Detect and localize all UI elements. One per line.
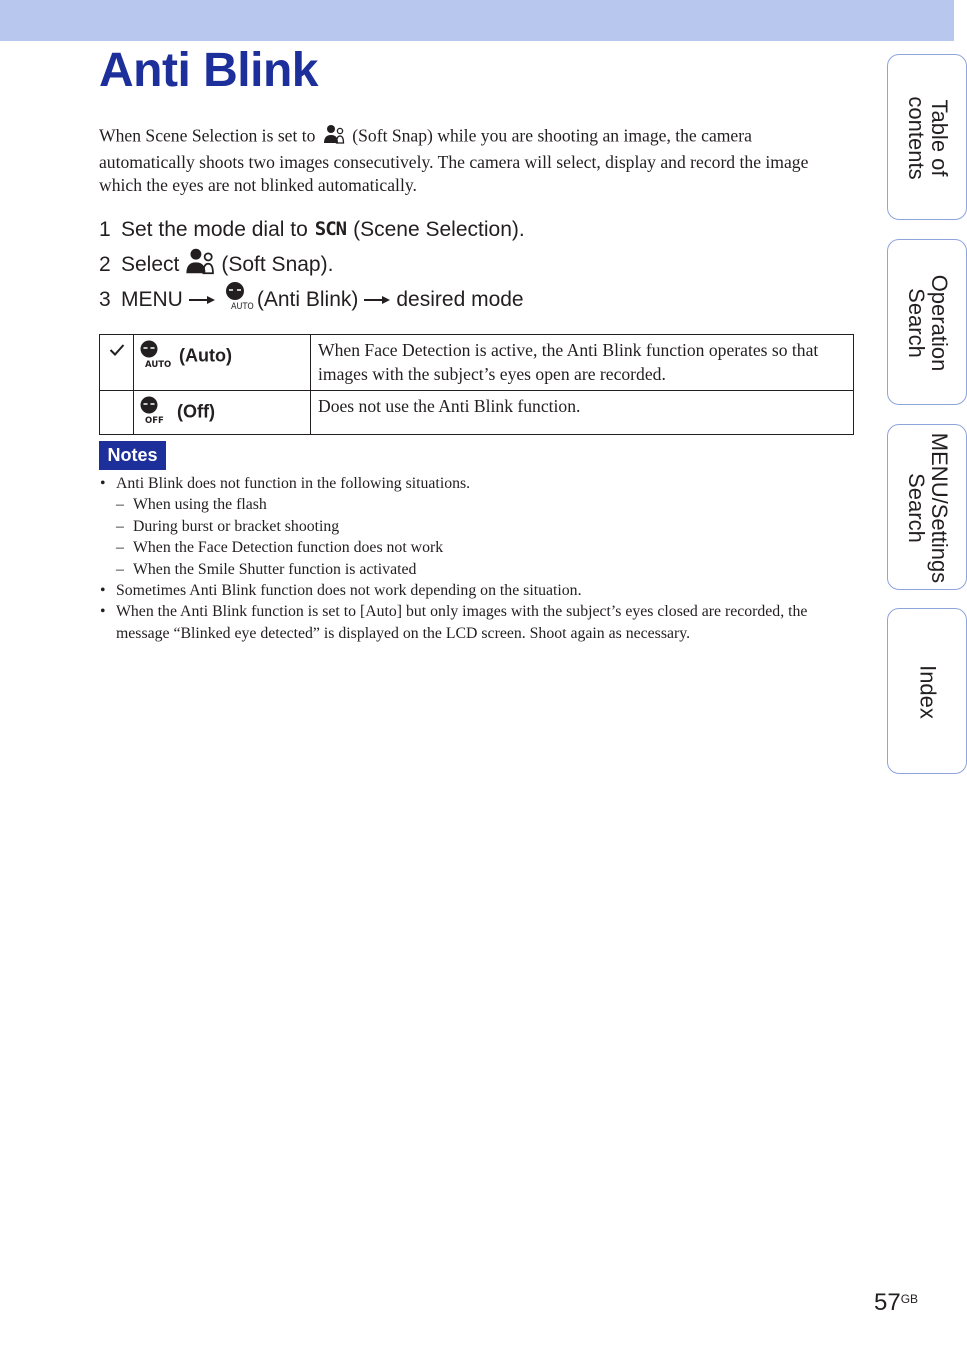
note-subitem: – When using the flash [99, 494, 859, 515]
tab-label: MENU/Settings Search [904, 432, 952, 584]
note-item: • Anti Blink does not function in the following situations. [99, 473, 859, 494]
tab-label: Table of contents [904, 96, 952, 180]
tab-label: Index [915, 665, 941, 719]
step-text: Select [121, 253, 180, 276]
mode-name: (Auto) [179, 345, 232, 366]
step-2 [99, 247, 525, 282]
tab-table-of-contents[interactable] [887, 54, 967, 220]
step-text-after: (Scene Selection). [353, 218, 525, 241]
step-number: 2 [99, 253, 111, 276]
svg-text:OFF: OFF [145, 416, 164, 426]
table-row [100, 335, 854, 391]
notes-list [99, 473, 859, 644]
menu-label: MENU [121, 288, 183, 311]
step-text: Set the mode dial to [121, 218, 308, 241]
note-subitem: – During burst or bracket shooting [99, 516, 859, 537]
default-marker-cell [100, 335, 134, 391]
step-text-after: (Soft Snap). [221, 253, 334, 276]
step-1 [99, 212, 525, 247]
soft-snap-icon [323, 124, 345, 151]
step-3 [99, 282, 525, 317]
step-number: 3 [99, 288, 111, 311]
tab-operation-search[interactable] [887, 239, 967, 405]
table-row [100, 391, 854, 435]
note-subitem: – When the Face Detection function does not work [99, 537, 859, 558]
header-band [0, 0, 954, 41]
mode-name: (Off) [177, 401, 215, 422]
page-title: Anti Blink [99, 44, 318, 97]
scn-icon: SCN [314, 218, 347, 240]
mode-table [99, 334, 854, 435]
step-number: 1 [99, 218, 111, 241]
tab-label: Operation Search [904, 274, 952, 372]
tab-menu-settings-search[interactable] [887, 424, 967, 590]
svg-text:AUTO: AUTO [230, 301, 254, 312]
mode-description: When Face Detection is active, the Anti Blink function operates so that images with the subject’s eyes open are recorded. [311, 335, 854, 391]
soft-snap-icon [185, 247, 215, 283]
mode-description: Does not use the Anti Blink function. [311, 391, 854, 435]
intro-paragraph [99, 124, 844, 198]
anti-blink-auto-icon [225, 281, 253, 319]
step-text-after: desired mode [396, 288, 524, 311]
intro-text-before: When Scene Selection is set to [99, 125, 316, 146]
arrow-right-icon [189, 295, 215, 305]
checkmark-icon [109, 341, 125, 361]
arrow-right-icon [364, 295, 390, 305]
note-item: • When the Anti Blink function is set to [Auto] but only images with the subject’s eyes closed are recorded, the message “Blinked eye detected” is displayed on the LCD screen. Shoot again as necessary. [99, 601, 859, 644]
note-subitem: – When the Smile Shutter function is activated [99, 559, 859, 580]
note-item: • Sometimes Anti Blink function does not work depending on the situation. [99, 580, 859, 601]
default-marker-cell [100, 391, 134, 435]
steps-list [99, 212, 525, 317]
intro-text-after: (Soft Snap) while you are shooting an image, the camera automatically shoots two images consecutively. The camera will select, display and record the image which the eyes are not blinked automatically. [99, 125, 809, 195]
step-text-middle: (Anti Blink) [256, 288, 359, 311]
page-number: $57^{GB}$ [874, 1289, 919, 1316]
tab-index[interactable] [887, 608, 967, 774]
anti-blink-auto-icon [140, 339, 172, 374]
mode-name-cell [134, 335, 311, 391]
svg-text:AUTO: AUTO [145, 360, 172, 370]
mode-name-cell [134, 391, 311, 435]
notes-badge: Notes [99, 441, 166, 470]
anti-blink-off-icon [140, 395, 168, 430]
